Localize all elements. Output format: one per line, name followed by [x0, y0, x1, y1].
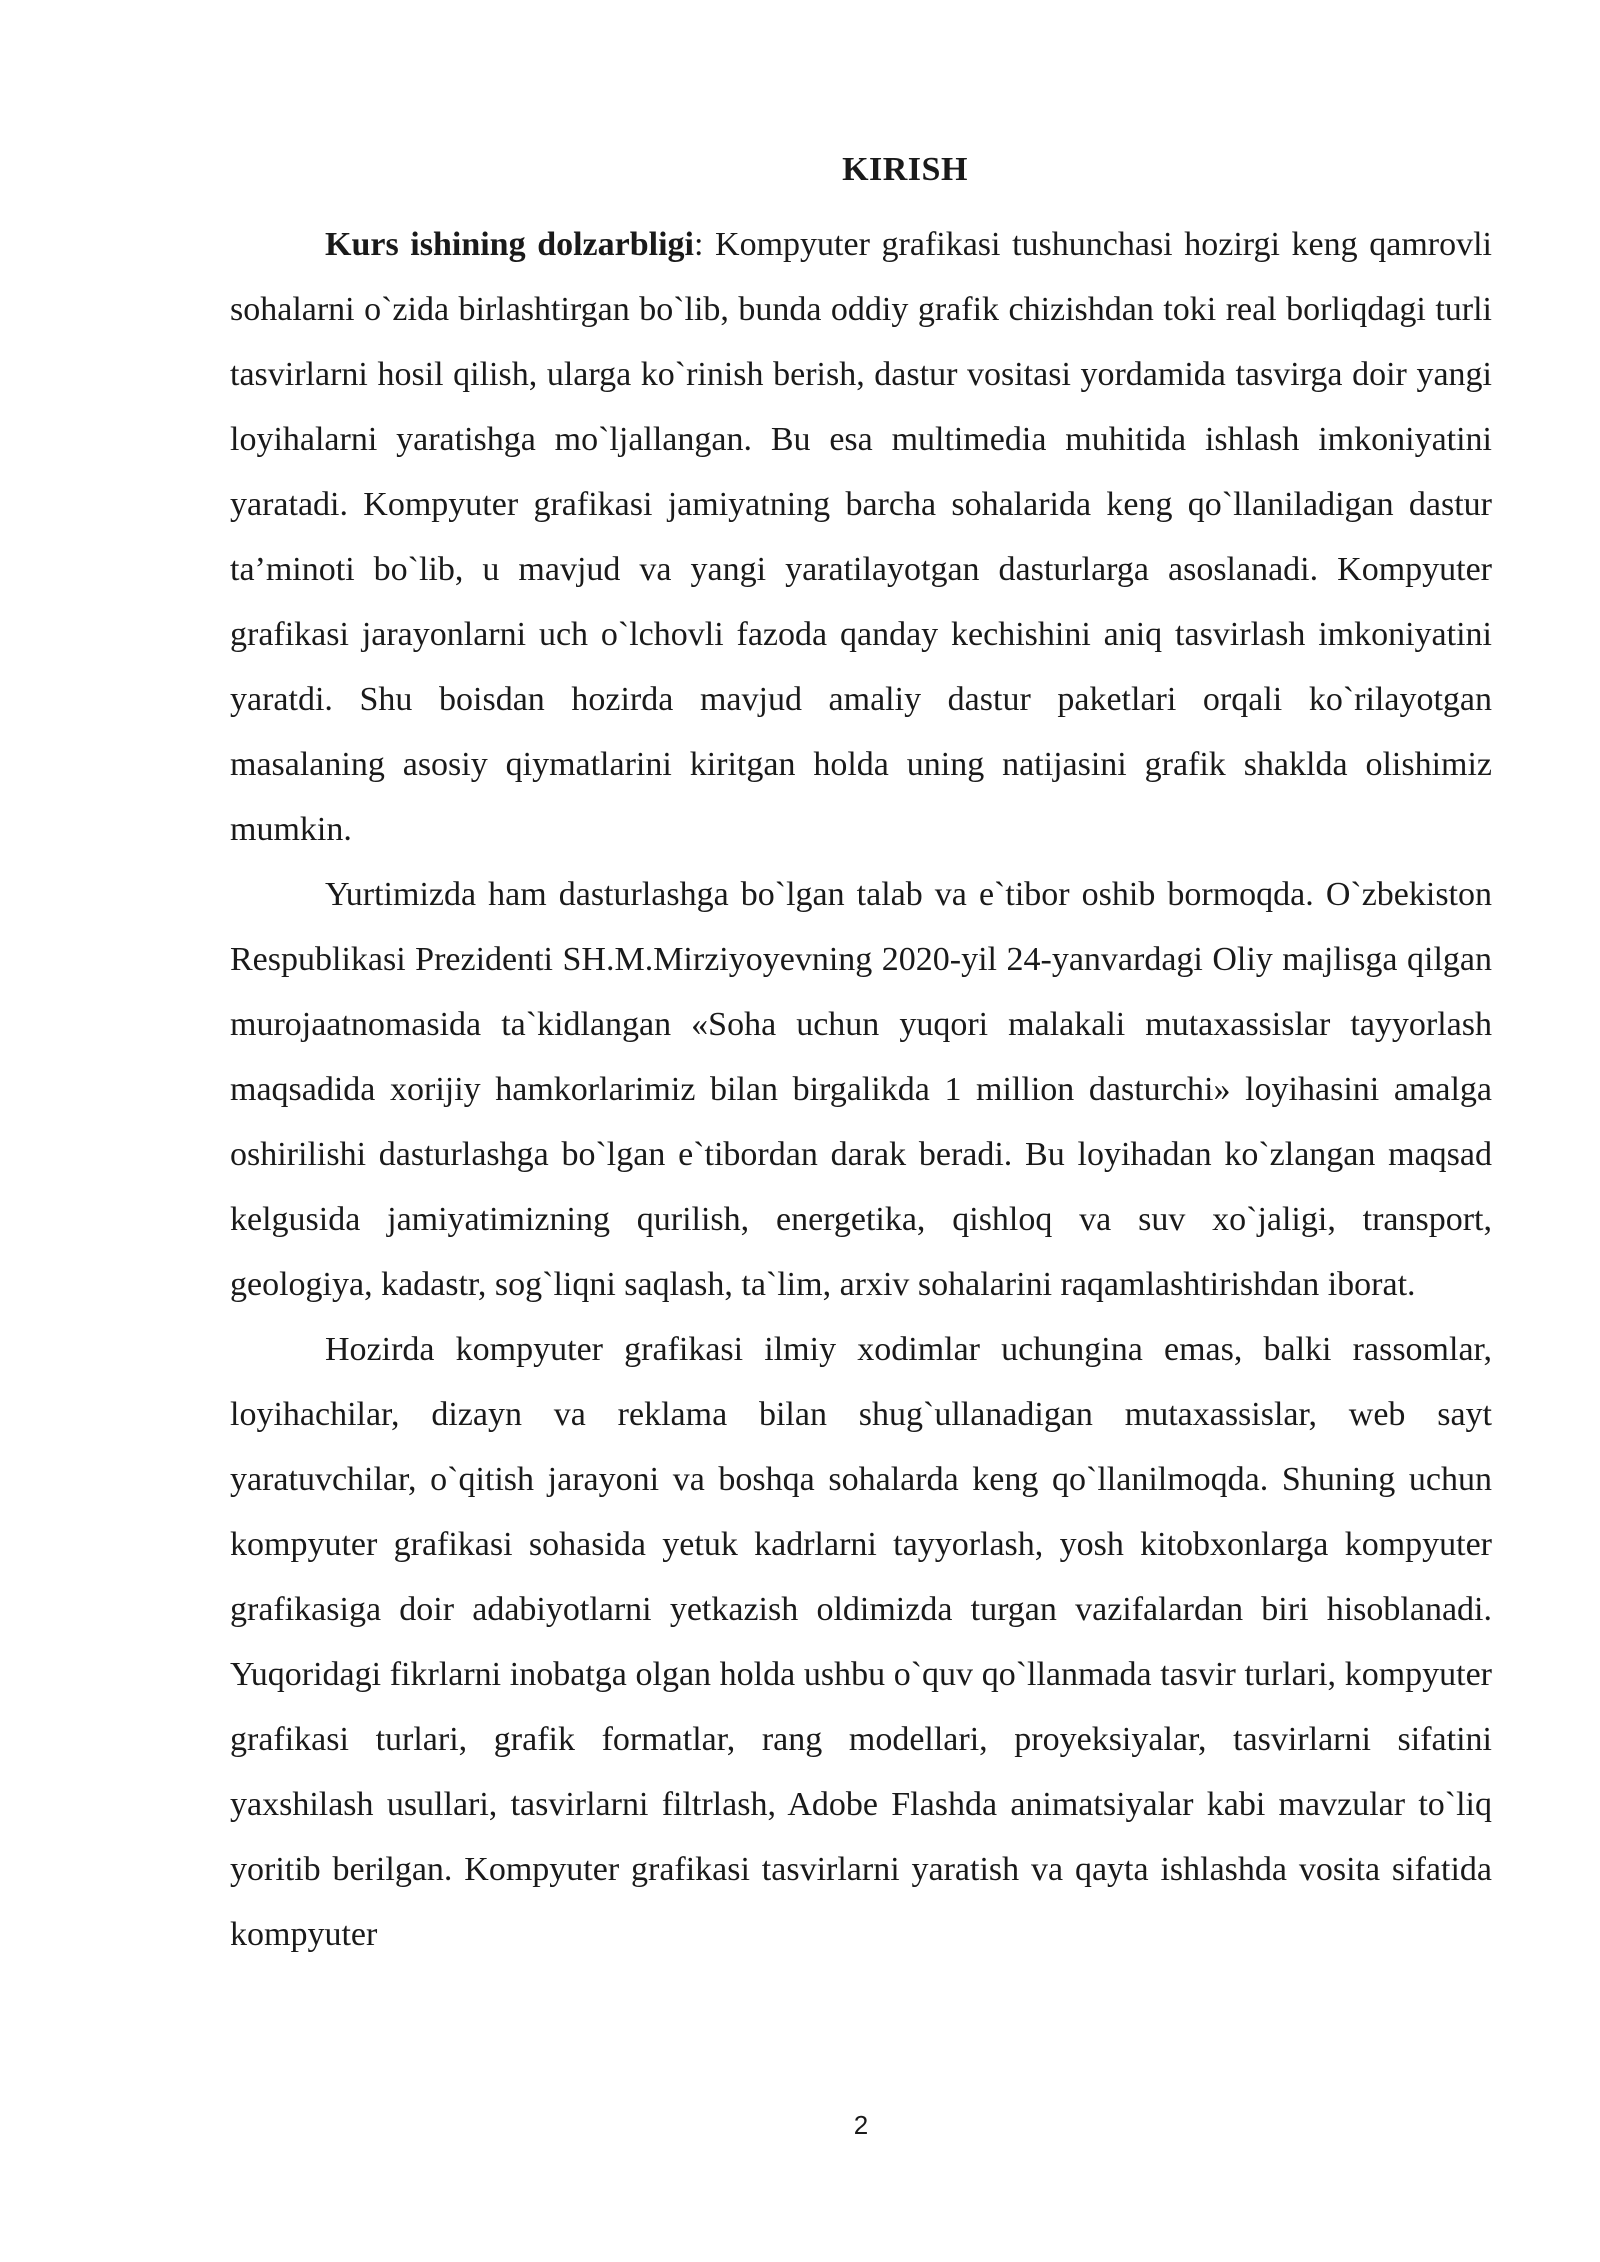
section-heading: KIRISH: [842, 151, 968, 188]
page-number: 2: [853, 2110, 869, 2140]
body-text: [230, 212, 1492, 1967]
paragraph-relevance: [230, 212, 1492, 862]
paragraph-text: : Kompyuter grafikasi tushunchasi hozirgi keng qamrovli sohalarni o`zida birlashtirgan bo`lib, bunda oddiy grafik chizishdan toki real borliqdagi turli tasvirlarni hosil qilish, ularga ko`rinish berish, dastur vositasi yordamida tasvirga doir yangi loyihalarni yaratishga mo`ljallangan. Bu esa multimedia muhitida ishlash imkoniyatini yaratadi. Kompyuter grafikasi jamiyatning barcha sohalarida keng qo`llaniladigan dastur ta’minoti bo`lib, u mavjud va yangi yaratilayotgan dasturlarga asoslanadi. Kompyuter grafikasi jarayonlarni uch o`lchovli fazoda qanday kechishini aniq tasvirlash imkoniyatini yaratdi. Shu boisdan hozirda mavjud amaliy dastur paketlari orqali ko`rilayotgan masalaning asosiy qiymatlarini kiritgan holda uning natijasini grafik shaklda olishimiz mumkin.: [230, 226, 1493, 848]
paragraph-programming-demand: Yurtimizda ham dasturlashga bo`lgan talab va e`tibor oshib bormoqda. O`zbekiston Respublikasi Prezidenti SH.M.Mirziyoyevning 2020-yil 24-yanvardagi Oliy majlisga qilgan murojaatnomasida ta`kidlangan «Soha uchun yuqori malakali mutaxassislar tayyorlash maqsadida xorijiy hamkorlarimiz bilan birgalikda 1 million dasturchi» loyihasini amalga oshirilishi dasturlashga bo`lgan e`tibordan darak beradi. Bu loyihadan ko`zlangan maqsad kelgusida jamiyatimizning qurilish, energetika, qishloq va suv xo`jaligi, transport, geologiya, kadastr, sog`liqni saqlash, ta`lim, arxiv sohalarini raqamlashtirishdan iborat.: [230, 876, 1492, 1303]
paragraph-lead: Kurs ishining dolzarbligi: [325, 226, 694, 263]
paragraph-graphics-usage: Hozirda kompyuter grafikasi ilmiy xodimlar uchungina emas, balki rassomlar, loyihachilar, dizayn va reklama bilan shug`ullanadigan mutaxassislar, web sayt yaratuvchilar, o`qitish jarayoni va boshqa sohalarda keng qo`llanilmoqda. Shuning uchun kompyuter grafikasi sohasida yetuk kadrlarni tayyorlash, yosh kitobxonlarga kompyuter grafikasiga doir adabiyotlarni yetkazish oldimizda turgan vazifalardan biri hisoblanadi. Yuqoridagi fikrlarni inobatga olgan holda ushbu o`quv qo`llanmada tasvir turlari, kompyuter grafikasi turlari, grafik formatlar, rang modellari, proyeksiyalar, tasvirlarni sifatini yaxshilash usullari, tasvirlarni filtrlash, Adobe Flashda animatsiyalar kabi mavzular to`liq yoritib berilgan. Kompyuter grafikasi tasvirlarni yaratish va qayta ishlashda vosita sifatida kompyuter: [230, 1331, 1492, 1953]
